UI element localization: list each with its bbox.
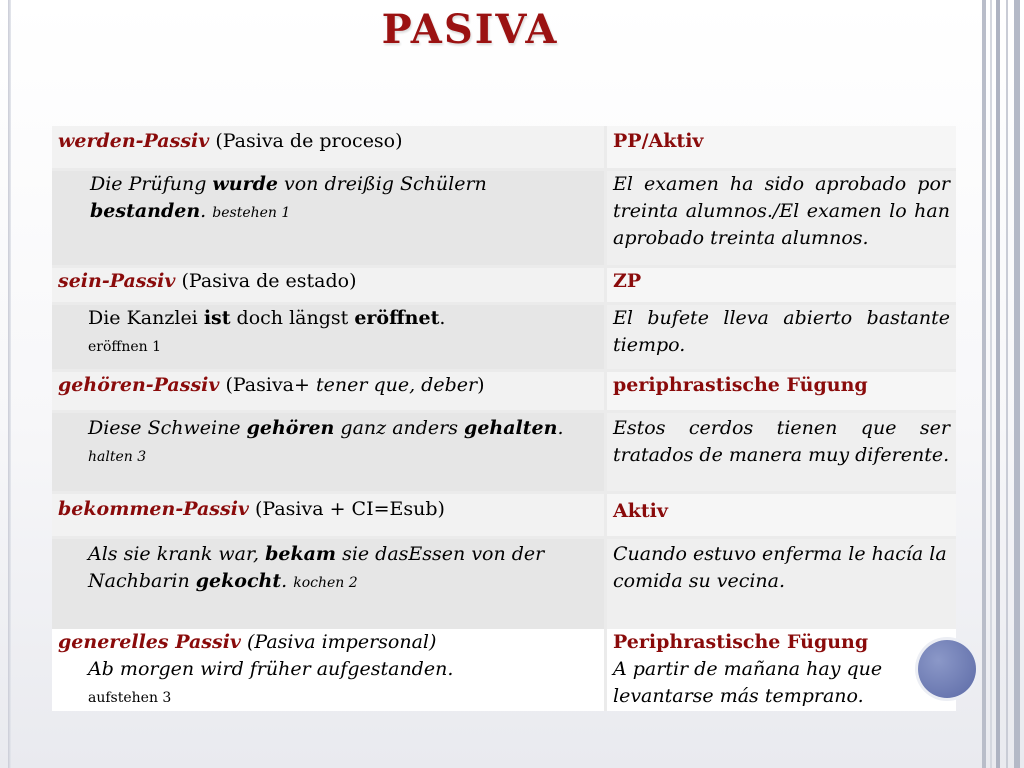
example-text: . [200,200,213,222]
row-generelles-left [52,629,604,711]
passive-type-description: (Pasiva impersonal) [240,631,437,653]
passive-type-description: (Pasiva+ [219,374,316,396]
example-verb: ist [203,307,231,329]
passive-type-description: (Pasiva de proceso) [209,130,403,152]
decor-circle [918,640,976,698]
example-verb: gehalten [464,417,558,439]
example-text: doch längst [230,307,355,329]
example-text: . [281,570,294,592]
translation-werden: El examen ha sido aprobado por treinta alumnos./El examen lo han aprobado treinta alumnos. [607,171,956,265]
passive-table [52,126,956,711]
example-bekommen [52,539,604,629]
example-text: sie dasEssen von der Nachbarin [88,543,545,592]
passive-type-label: sein-Passiv [58,270,176,292]
verb-note: bestehen 1 [212,205,291,221]
example-generelles [58,656,598,712]
example-text: Die Prüfung [90,173,213,195]
passive-type-label: gehören-Passiv [58,374,220,396]
example-text: ganz anders [334,417,465,439]
passive-type-description: tener que, deber [315,374,478,396]
row-header-generelles [58,629,598,656]
slide-left-border [8,0,11,768]
example-text: Ab morgen wird früher aufgestanden. [88,658,454,680]
translation-sein: El bufete lleva abierto bastante tiempo. [607,305,956,369]
right-header-bekommen: Aktiv [607,494,956,536]
verb-note: eröffnen 1 [88,339,162,355]
example-werden [52,171,604,265]
passive-type-description: (Pasiva de estado) [175,270,357,292]
example-verb: gehören [246,417,335,439]
passive-type-description: ) [477,374,485,396]
row-header-bekommen [52,494,604,536]
decor-stripe [996,0,1000,768]
translation-generelles: A partir de mañana hay que levantarse más temprano. [613,658,883,707]
passive-type-description: (Pasiva + CI=Esub) [248,498,445,520]
right-header-gehoeren: periphrastische Fügung [607,372,956,410]
verb-note: aufstehen 3 [88,690,172,706]
example-text: . [557,417,564,439]
translation-gehoeren: Estos cerdos tienen que ser tratados de manera muy diferente. [607,413,956,491]
decor-stripe [990,0,992,768]
example-gehoeren [52,413,604,491]
row-header-gehoeren [52,372,604,410]
decor-stripe [982,0,986,768]
example-sein [52,305,604,369]
translation-bekommen: Cuando estuvo enferma le hacía la comida su vecina. [607,539,956,629]
example-verb: gekocht [195,570,282,592]
example-verb: wurde [212,173,278,195]
row-header-werden [52,126,604,168]
verb-note: halten 3 [88,449,147,465]
example-text: Die Kanzlei [88,307,204,329]
example-verb: bekam [265,543,337,565]
passive-type-label: bekommen-Passiv [58,498,249,520]
example-verb: eröffnet [354,307,440,329]
example-text: Diese Schweine [88,417,247,439]
decor-stripe [1014,0,1020,768]
slide-title: PASIVA [381,6,559,53]
right-header-sein: ZP [607,268,956,302]
example-text: . [439,307,446,329]
decor-stripe [1006,0,1008,768]
passive-type-label: werden-Passiv [58,130,210,152]
row-generelles-right [607,629,956,711]
example-text: von dreißig Schülern [277,173,487,195]
example-verb: bestanden [90,200,201,222]
verb-note: kochen 2 [293,575,358,591]
right-header-werden: PP/Aktiv [607,126,956,168]
passive-type-label: generelles Passiv [58,631,241,653]
example-text: Als sie krank war, [88,543,266,565]
right-header-generelles: Periphrastische Fügung [613,631,869,653]
row-header-sein [52,268,604,302]
